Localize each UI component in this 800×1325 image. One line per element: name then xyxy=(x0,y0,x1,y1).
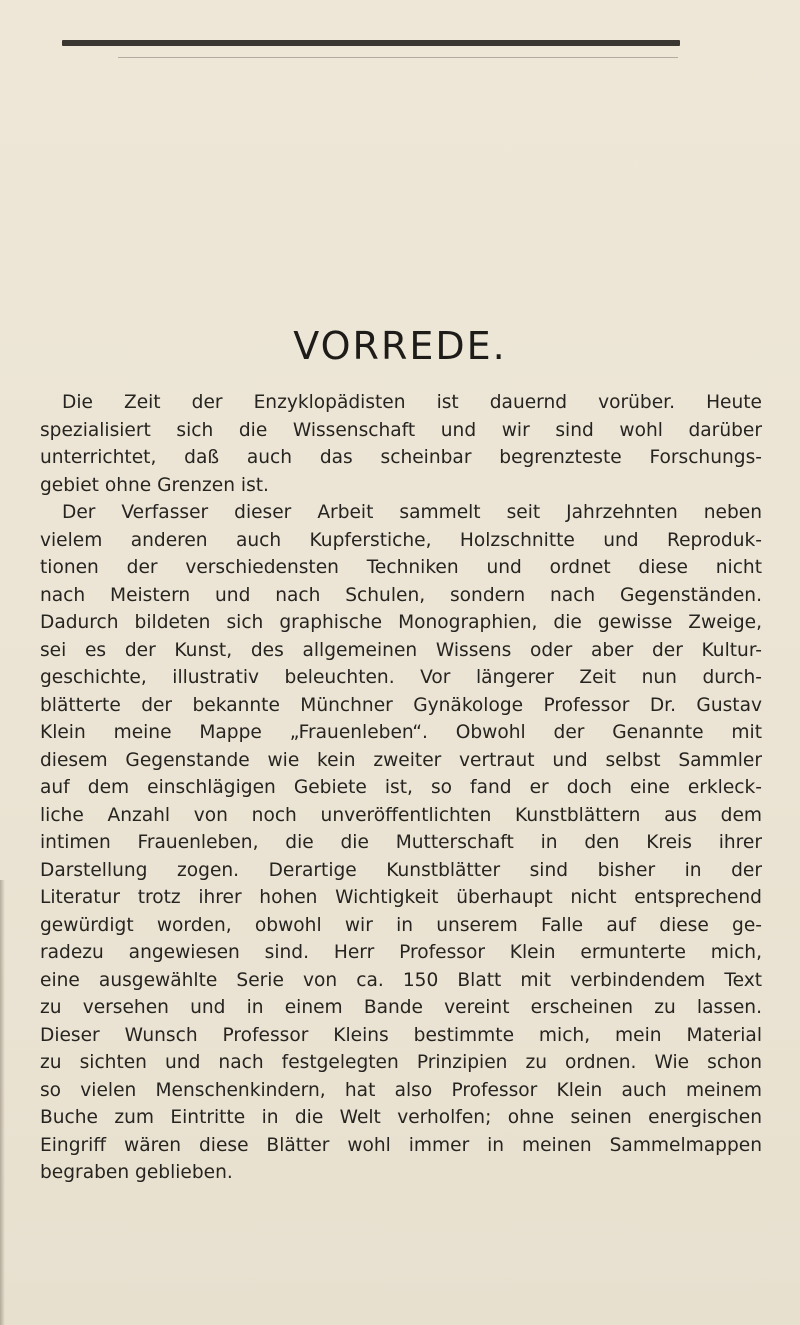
text-line: eine ausgewählte Serie von ca. 150 Blatt mit verbindendem Text xyxy=(40,969,762,991)
text-line: Die Zeit der Enzyklopädisten ist dauernd vorüber. Heute xyxy=(62,392,762,413)
text-line: diesem Gegenstande wie kein zweiter vertraut und selbst Sammler xyxy=(40,749,762,771)
text-line: Klein meine Mappe „Frauenleben“. Obwohl der Genannte mit xyxy=(40,722,762,743)
text-line: Dieser Wunsch Professor Kleins bestimmte mich, mein Material xyxy=(40,1024,762,1046)
text-line: intimen Frauenleben, die die Mutterschaft in den Kreis ihrer xyxy=(40,832,762,853)
text-line: Literatur trotz ihrer hohen Wichtigkeit überhaupt nicht entsprechend xyxy=(40,887,762,908)
text-line: gewürdigt worden, obwohl wir in unserem Falle auf diese ge- xyxy=(40,914,762,936)
text-line: blätterte der bekannte Münchner Gynäkologe Professor Dr. Gustav xyxy=(40,694,762,716)
text-line: zu sichten und nach festgelegten Prinzipien zu ordnen. Wie schon xyxy=(40,1052,762,1073)
text-line: gebiet ohne Grenzen ist. xyxy=(40,474,269,496)
text-line: Buche zum Eintritte in die Welt verholfen; ohne seinen energischen xyxy=(40,1107,762,1128)
header-rule xyxy=(62,40,680,46)
preface-text xyxy=(40,389,762,1187)
header-rule-thin xyxy=(118,57,678,58)
text-line: liche Anzahl von noch unveröffentlichten Kunstblättern aus dem xyxy=(40,804,762,826)
text-line: vielem anderen auch Kupferstiche, Holzschnitte und Reproduk- xyxy=(40,529,762,551)
binding-shadow xyxy=(0,880,5,1325)
text-line: nach Meistern und nach Schulen, sondern nach Gegenständen. xyxy=(40,584,762,606)
text-line: zu versehen und in einem Bande vereint erscheinen zu lassen. xyxy=(40,997,762,1018)
text-line: radezu angewiesen sind. Herr Professor Klein ermunterte mich, xyxy=(40,942,762,963)
text-line: tionen der verschiedensten Techniken und ordnet diese nicht xyxy=(40,557,762,578)
page-title: VORREDE. xyxy=(293,324,507,368)
text-line: Eingriff wären diese Blätter wohl immer in meinen Sammelmappen xyxy=(40,1134,762,1156)
text-line: begraben geblieben. xyxy=(40,1162,233,1183)
text-line: so vielen Menschenkindern, hat also Professor Klein auch meinem xyxy=(40,1079,762,1101)
text-line: spezialisiert sich die Wissenschaft und wir sind wohl darüber xyxy=(40,419,762,441)
text-line: Dadurch bildeten sich graphische Monographien, die gewisse Zweige, xyxy=(40,612,762,633)
text-line: Der Verfasser dieser Arbeit sammelt seit Jahrzehnten neben xyxy=(62,502,762,523)
text-line: sei es der Kunst, des allgemeinen Wissens oder aber der Kultur- xyxy=(40,639,762,661)
text-line: geschichte, illustrativ beleuchten. Vor längerer Zeit nun durch- xyxy=(40,667,762,688)
text-line: Darstellung zogen. Derartige Kunstblätter sind bisher in der xyxy=(40,859,762,881)
text-line: unterrichtet, daß auch das scheinbar begrenzteste Forschungs- xyxy=(40,447,762,468)
text-line: auf dem einschlägigen Gebiete ist, so fand er doch eine erkleck- xyxy=(40,777,762,798)
